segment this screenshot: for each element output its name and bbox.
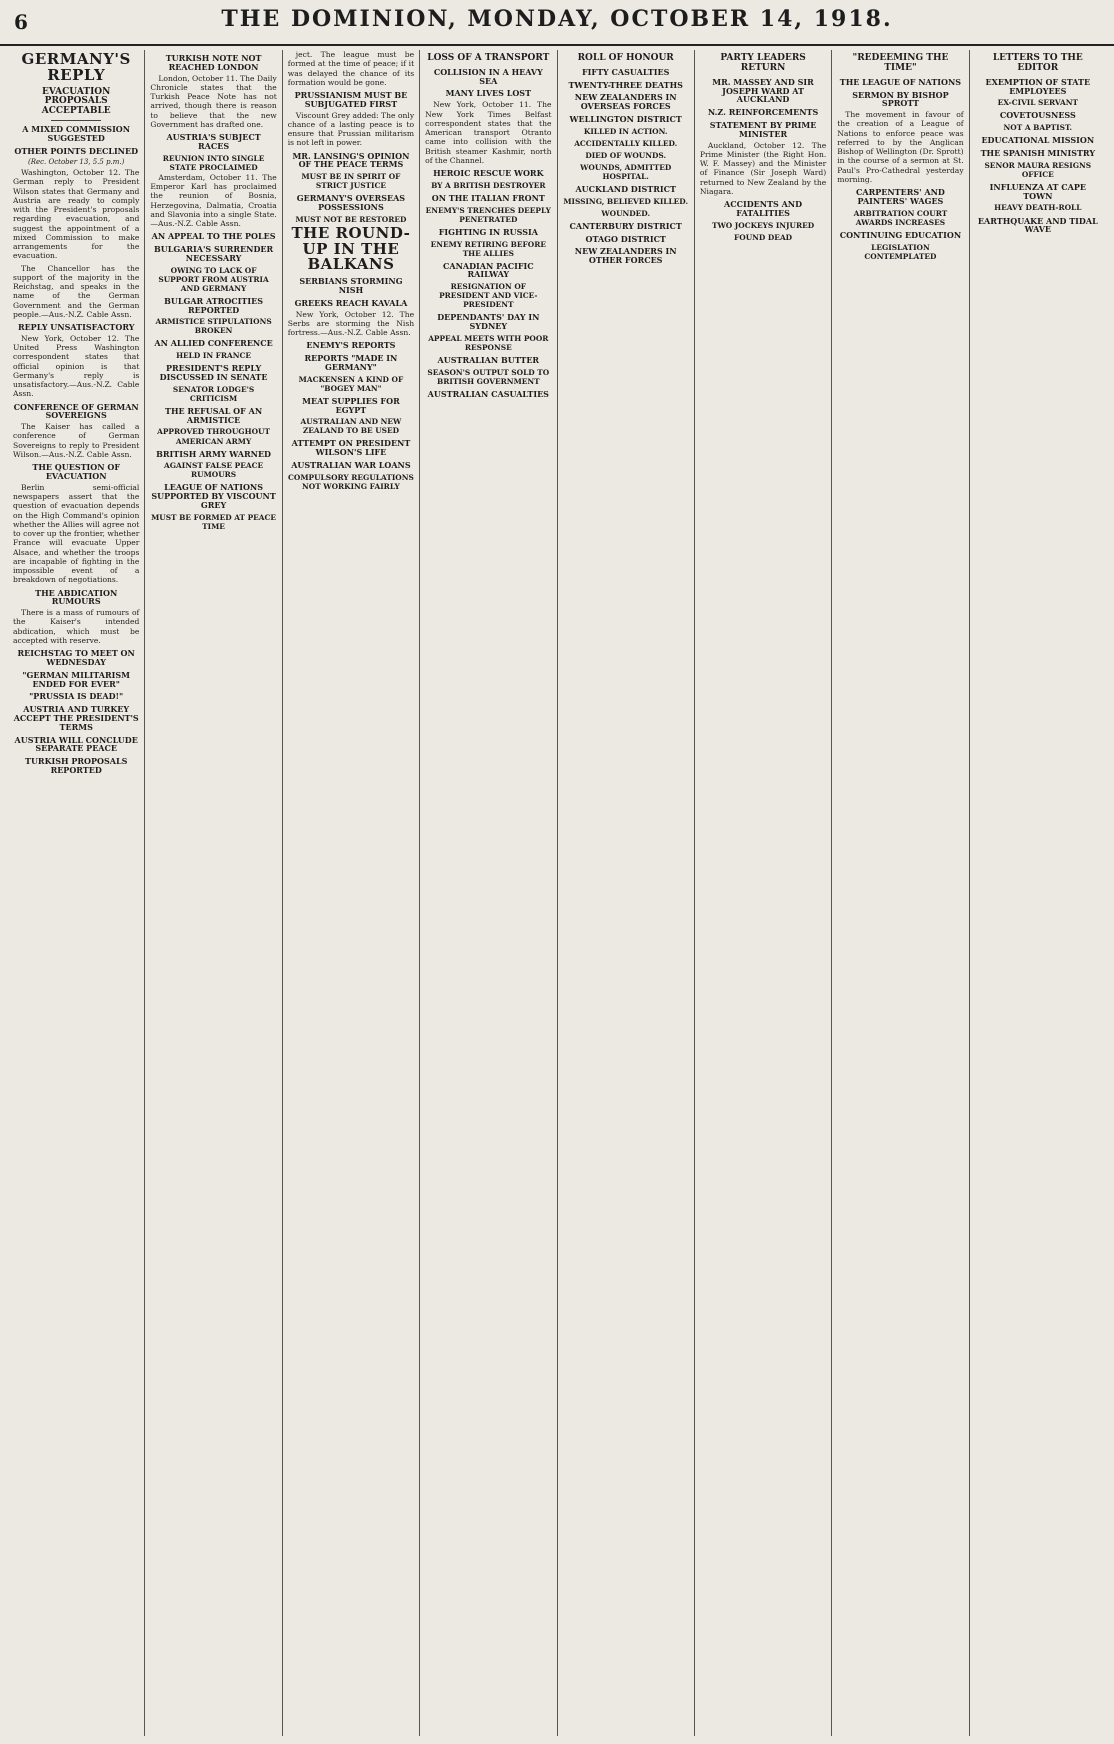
deck: COLLISION IN A HEAVY SEA	[433, 66, 543, 86]
subheading: TURKISH NOTE NOT REACHED LONDON	[165, 53, 262, 72]
column-4	[420, 50, 557, 1736]
subheading: EARTHQUAKE AND TIDAL WAVE	[977, 215, 1098, 235]
deck: RESIGNATION OF PRESIDENT AND VICE-PRESIDENT	[439, 282, 538, 310]
deck: ARBITRATION COURT AWARDS INCREASES	[853, 208, 948, 227]
subheading: BULGAR ATROCITIES REPORTED	[164, 295, 263, 315]
deck: ENEMY RETIRING BEFORE THE ALLIES	[430, 239, 546, 258]
article-text: The Kaiser has called a conference of German Sovereigns to reply to President Wilson.—Aus.-N.Z. Cable Assn.	[13, 422, 140, 459]
subheading: THE QUESTION OF EVACUATION	[32, 462, 120, 482]
deck: APPEAL MEETS WITH POOR RESPONSE	[428, 333, 549, 352]
deck: N.Z. REINFORCEMENTS	[707, 107, 819, 118]
article-text: New York, October 11. The New York Times Belfast correspondent states that the American transport Otranto came into collision with the British steamer Kashmir, north of the Channel.	[425, 100, 552, 165]
article-text: The movement in favour of the creation of a League of Nations to enforce peace was referred to by the Anglican Bishop of Wellington (Dr. Sprott) in the course of a sermon at St. Paul's Pro-Cathedral yesterday morning.	[837, 110, 964, 184]
deck: FOUND DEAD	[734, 232, 793, 242]
deck: ARMISTICE STIPULATIONS BROKEN	[155, 317, 272, 336]
deck: MR. MASSEY AND SIR JOSEPH WARD AT AUCKLAND	[712, 76, 814, 105]
headline-roll-of-honour: ROLL OF HONOUR	[577, 53, 674, 63]
subheading: ENEMY'S REPORTS	[306, 340, 396, 351]
subheading: AUSTRALIAN WAR LOANS	[291, 459, 411, 470]
masthead	[0, 0, 1114, 46]
article-text: The Chancellor has the support of the majority in the Reichstag, and speaks in the name of the German Government and the German people.—Aus.-N.Z. Cable Assn.	[13, 263, 140, 319]
article-text: Viscount Grey added: The only chance of a lasting peace is to ensure that Prussian militarism is not left in power.	[287, 110, 415, 148]
subheading: CONTINUING EDUCATION	[839, 229, 962, 240]
deck: TWENTY-THREE DEATHS	[568, 79, 683, 90]
subheading: LEAGUE OF NATIONS SUPPORTED BY VISCOUNT GREY	[151, 482, 276, 510]
deck: TWO JOCKEYS INJURED	[711, 220, 815, 230]
article-text: Berlin semi-official newspapers assert that the question of evacuation depends on the High Command's opinion whether the Allies will agree not to cover up the frontier, whether France will evacuate Upper Alsace, and whether the troops are incapable of fighting in the impossible event of a breakdown of negotiations.	[13, 482, 140, 585]
subheading: REPLY UNSATISFACTORY	[17, 322, 135, 333]
column-8	[970, 50, 1106, 1736]
article-text: Auckland, October 12. The Prime Minister (the Right Hon. W. F. Massey) and the Minister of Finance (Sir Joseph Ward) returned to New Zealand by the Niagara.	[699, 140, 827, 196]
article-text: Amsterdam, October 11. The Emperor Karl has proclaimed the reunion of Bosnia, Herzegovina, Dalmatia, Croatia and Slavonia into a single State.—Aus.-N.Z. Cable Assn.	[150, 172, 277, 228]
district-heading: AUCKLAND DISTRICT	[575, 184, 676, 195]
deck: SENATOR LODGE'S CRITICISM	[172, 384, 255, 403]
subheading: AUSTRIA WILL CONCLUDE SEPARATE PEACE	[14, 734, 138, 754]
deck: NEW ZEALANDERS IN OVERSEAS FORCES	[574, 92, 677, 112]
article-text: Washington, October 12. The German reply to President Wilson states that Germany and Austria are ready to comply with the President's proposals regarding evacuation, and suggest the appointment of a mixed Commission to make arrangements for the evacuation.	[13, 168, 140, 261]
deck: THE LEAGUE OF NATIONS	[839, 76, 962, 87]
deck: GREEKS REACH KAVALA	[294, 297, 408, 308]
district-heading: CANTERBURY DISTRICT	[569, 220, 682, 231]
subheading: BULGARIA'S SURRENDER NECESSARY	[153, 244, 274, 263]
subheading: BRITISH ARMY WARNED	[156, 448, 271, 459]
headline-letters-to-editor: LETTERS TO THE EDITOR	[992, 53, 1083, 73]
subheading: AN APPEAL TO THE POLES	[151, 231, 276, 242]
subheading: MEAT SUPPLIES FOR EGYPT	[302, 395, 400, 415]
subheading: FIGHTING IN RUSSIA	[438, 226, 538, 237]
deck: AGAINST FALSE PEACE RUMOURS	[163, 461, 264, 480]
district-heading: WELLINGTON DISTRICT	[569, 114, 682, 125]
deck: FIFTY CASUALTIES	[581, 66, 670, 77]
deck: AUSTRALIAN AND NEW ZEALAND TO BE USED	[300, 417, 402, 436]
deck: HEAVY DEATH-ROLL	[994, 203, 1082, 213]
headline-germanys-reply: GERMANY'S REPLY	[21, 50, 131, 84]
subheading: INFLUENZA AT CAPE TOWN	[989, 181, 1086, 201]
subheading: COVETOUSNESS	[999, 110, 1076, 121]
article-text: New York, October 12. The Serbs are storming the Nish fortress.—Aus.-N.Z. Cable Assn.	[287, 309, 415, 338]
subheading: HEROIC RESCUE WORK	[433, 168, 544, 179]
divider	[51, 120, 102, 121]
column-3	[283, 50, 420, 1736]
article-text: New York, October 12. The United Press Washington correspondent states that official opinion is that Germany's reply is unsatisfactory.—Aus.-N.Z. Cable Assn.	[13, 333, 140, 399]
columns	[8, 50, 1106, 1736]
deck: OTHER POINTS DECLINED	[14, 145, 139, 156]
deck: STATEMENT BY PRIME MINISTER	[709, 119, 817, 139]
subheading: "PRUSSIA IS DEAD!"	[29, 691, 124, 702]
district-heading: NEW ZEALANDERS IN OTHER FORCES	[574, 246, 677, 266]
subheading: AN ALLIED CONFERENCE	[154, 338, 273, 349]
deck: MUST NOT BE RESTORED	[295, 214, 407, 224]
deck: COMPULSORY REGULATIONS NOT WORKING FAIRLY	[288, 472, 414, 491]
casualty-category: ACCIDENTALLY KILLED.	[574, 138, 678, 148]
subheading: ATTEMPT ON PRESIDENT WILSON'S LIFE	[291, 438, 411, 458]
subheading: PRESIDENT'S REPLY DISCUSSED IN SENATE	[159, 363, 268, 383]
subheading: CONFERENCE OF GERMAN SOVEREIGNS	[13, 401, 139, 421]
column-1	[8, 50, 145, 1736]
subheading: CARPENTERS' AND PAINTERS' WAGES	[856, 187, 945, 206]
subheading: TURKISH PROPOSALS REPORTED	[24, 756, 128, 775]
deck: REUNION INTO SINGLE STATE PROCLAIMED	[162, 153, 265, 172]
subheading: DEPENDANTS' DAY IN SYDNEY	[437, 312, 540, 332]
subheading: PRUSSIANISM MUST BE SUBJUGATED FIRST	[294, 90, 408, 109]
subheading: ACCIDENTS AND FATALITIES	[724, 199, 803, 218]
casualty-category: WOUNDED.	[601, 208, 651, 218]
subheading: EXEMPTION OF STATE EMPLOYEES	[985, 76, 1091, 96]
casualty-category: WOUNDS, ADMITTED HOSPITAL.	[580, 162, 672, 181]
deck: A MIXED COMMISSION SUGGESTED	[22, 124, 131, 143]
article-text: London, October 11. The Daily Chronicle states that the Turkish Peace Note has not arrived, though there is reason to believe that the new Government has drafted one.	[150, 73, 277, 129]
deck: HELD IN FRANCE	[176, 351, 252, 361]
deck: SERBIANS STORMING NISH	[299, 276, 403, 295]
page-number: 6	[14, 10, 28, 34]
deck: MUST BE FORMED AT PEACE TIME	[151, 512, 277, 531]
deck: ENEMY'S TRENCHES DEEPLY PENETRATED	[425, 205, 551, 224]
column-6	[695, 50, 832, 1736]
subheading: ON THE ITALIAN FRONT	[431, 192, 545, 203]
deck: SEASON'S OUTPUT SOLD TO BRITISH GOVERNMENT	[427, 367, 550, 386]
casualty-category: DIED OF WOUNDS.	[585, 150, 667, 160]
headline-redeeming-the-time: "REDEEMING THE TIME"	[852, 53, 949, 73]
subheading: REPORTS "MADE IN GERMANY"	[304, 353, 398, 372]
subheading: MR. LANSING'S OPINION OF THE PEACE TERMS	[292, 150, 410, 170]
deck: MACKENSEN A KIND OF "BOGEY MAN"	[298, 374, 404, 393]
deck: OWING TO LACK OF SUPPORT FROM AUSTRIA AND GERMANY	[158, 265, 269, 293]
deck: LEGISLATION CONTEMPLATED	[864, 242, 937, 261]
subheading: THE REFUSAL OF AN ARMISTICE	[164, 405, 263, 425]
subheading: EDUCATIONAL MISSION	[981, 135, 1095, 146]
dateline: (Rec. October 13, 5.5 p.m.)	[27, 157, 125, 166]
subheading: THE ABDICATION RUMOURS	[35, 587, 118, 607]
column-7	[832, 50, 969, 1736]
letter-signature: NOT A BAPTIST.	[1003, 123, 1073, 133]
subheading: REICHSTAG TO MEET ON WEDNESDAY	[17, 648, 135, 667]
deck: EVACUATION PROPOSALS ACCEPTABLE	[41, 86, 111, 117]
letter-signature: EX-CIVIL SERVANT	[997, 98, 1079, 108]
article-text: There is a mass of rumours of the Kaiser's intended abdication, which must be accepted with reserve.	[13, 608, 140, 645]
subheading: GERMANY'S OVERSEAS POSSESSIONS	[296, 193, 406, 213]
casualty-category: KILLED IN ACTION.	[583, 126, 668, 136]
subheading: CANADIAN PACIFIC RAILWAY	[443, 260, 534, 280]
headline-transport: LOSS OF A TRANSPORT	[427, 53, 550, 63]
newspaper-title: THE DOMINION, MONDAY, OCTOBER 14, 1918.	[221, 6, 893, 32]
article-text: ject. The league must be formed at the time of peace; if it was delayed the chance of its formation would be gone.	[287, 50, 415, 87]
subheading: AUSTRALIAN BUTTER	[437, 354, 540, 365]
subheading: "GERMAN MILITARISM ENDED FOR EVER"	[22, 669, 130, 689]
deck: SENOR MAURA RESIGNS OFFICE	[984, 160, 1092, 179]
headline-party-leaders: PARTY LEADERS RETURN	[720, 53, 806, 73]
deck: MANY LIVES LOST	[445, 88, 532, 99]
deck: BY A BRITISH DESTROYER	[431, 180, 546, 190]
subheading: AUSTRALIAN CASUALTIES	[427, 388, 549, 399]
subheading: THE SPANISH MINISTRY	[980, 148, 1096, 159]
deck: SERMON BY BISHOP SPROTT	[852, 89, 949, 109]
column-2	[145, 50, 282, 1736]
subheading: AUSTRIA'S SUBJECT RACES	[166, 132, 261, 151]
casualty-category: MISSING, BELIEVED KILLED.	[563, 196, 689, 206]
subheading: AUSTRIA AND TURKEY ACCEPT THE PRESIDENT'S TERMS	[13, 704, 139, 732]
district-heading: OTAGO DISTRICT	[585, 233, 666, 244]
deck: MUST BE IN SPIRIT OF STRICT JUSTICE	[301, 172, 401, 191]
deck: APPROVED THROUGHOUT AMERICAN ARMY	[157, 427, 270, 446]
column-5	[558, 50, 695, 1736]
headline-balkans: THE ROUND-UP IN THE BALKANS	[291, 223, 411, 274]
